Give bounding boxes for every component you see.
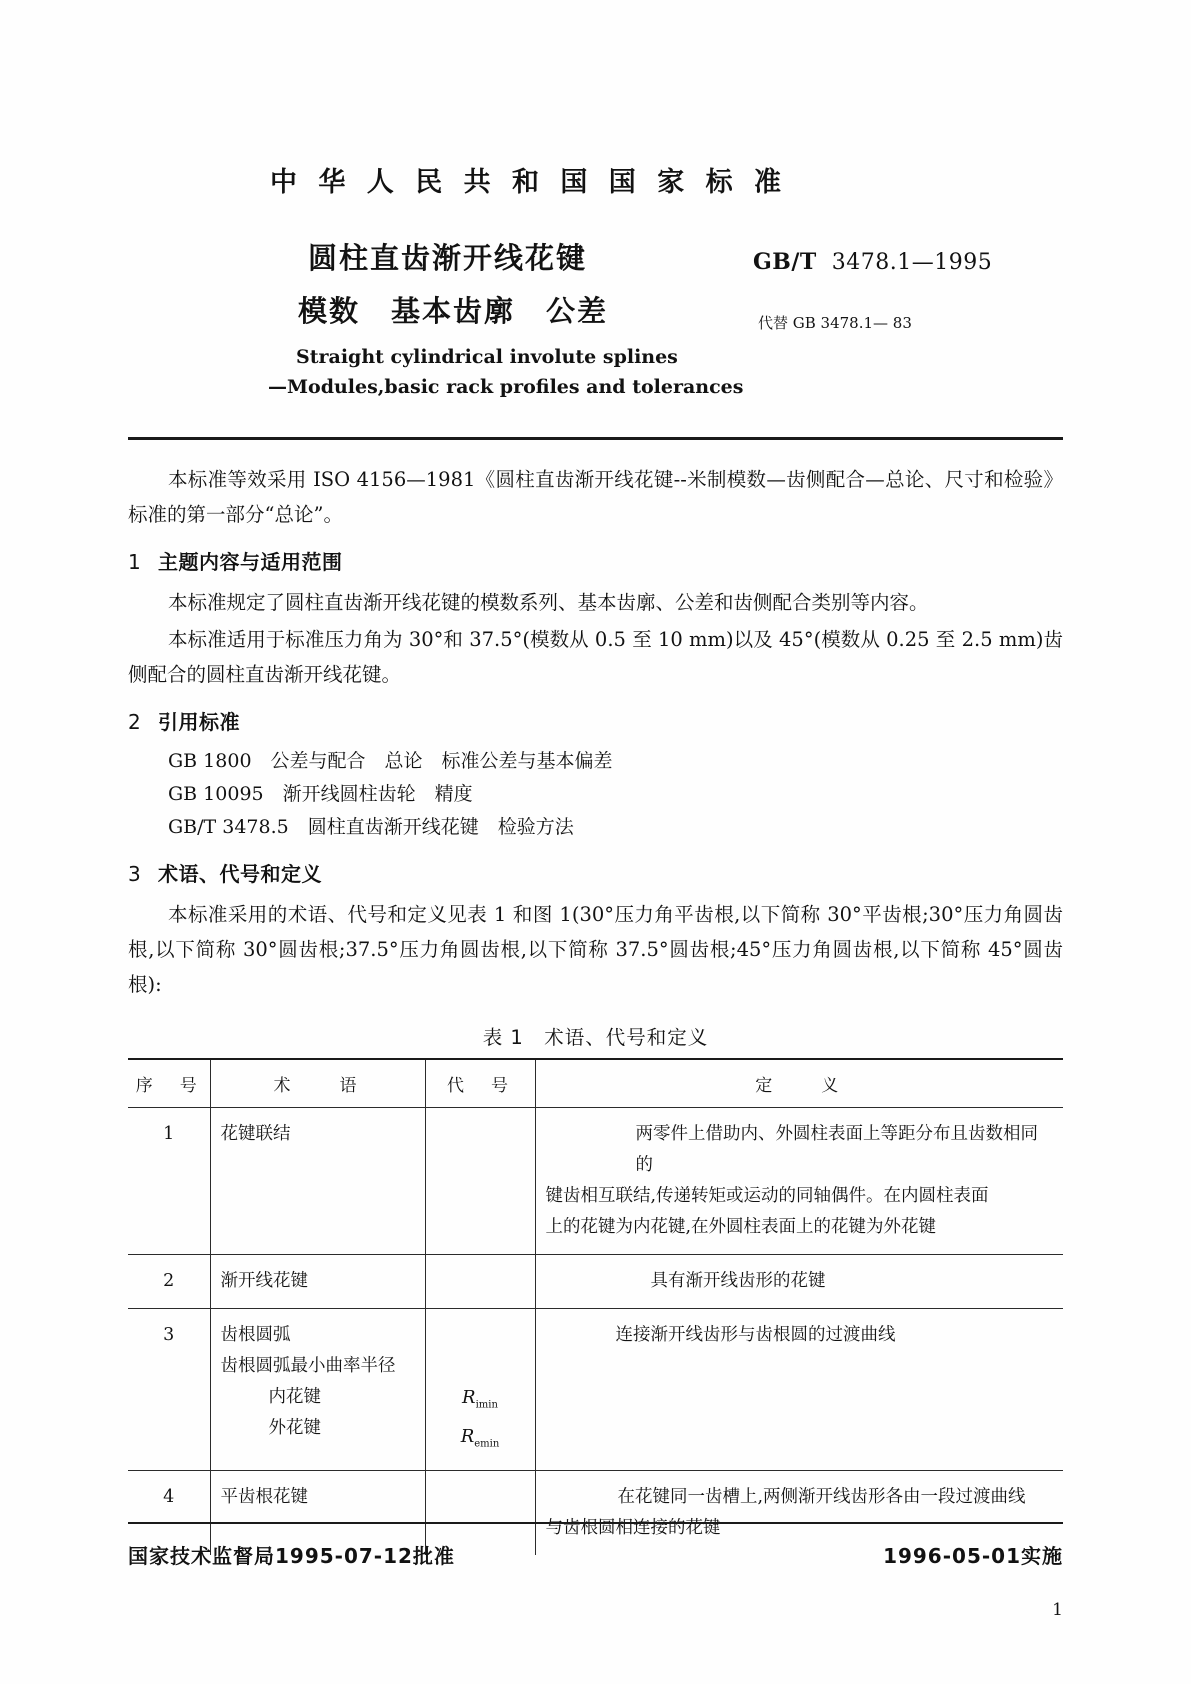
definition-line: 连接渐开线齿形与齿根圆的过渡曲线 (615, 1325, 896, 1345)
cell-definition (535, 1108, 1063, 1255)
section-title-3: 术语、代号和定义 (158, 862, 322, 886)
reference-standard-item: GB/T 3478.5 圆柱直齿渐开线花键 检验方法 (168, 816, 574, 838)
col-header-seq: 序 号 (128, 1059, 210, 1108)
document-title-english-line1: Straight cylindrical involute splines (296, 346, 678, 368)
section-title-1: 主题内容与适用范围 (158, 550, 343, 574)
title-block (128, 236, 1063, 406)
definition-line: 键齿相互联结,传递转矩或运动的同轴偶件。在内圆柱表面 (545, 1186, 989, 1206)
cell-symbol (425, 1309, 535, 1471)
col-header-definition: 定 义 (535, 1059, 1063, 1108)
footer-implementation: 1996-05-01实施 (883, 1544, 1063, 1568)
cell-definition (535, 1309, 1063, 1471)
page-number: 1 (1052, 1600, 1063, 1620)
term-line: 内花键 (268, 1387, 321, 1407)
section-1-paragraph-2: 本标准适用于标准压力角为 30°和 37.5°(模数从 0.5 至 10 mm)以及 45°(模数从 0.25 至 2.5 mm)齿侧配合的圆柱直齿渐开线花键。 (128, 628, 1063, 686)
cell-term (210, 1255, 425, 1309)
document-body (128, 462, 1063, 1555)
table-1 (128, 1058, 1063, 1555)
table-1-caption: 表 1 术语、代号和定义 (482, 1026, 709, 1049)
document-title-line2: 模数 基本齿廓 公差 (298, 294, 609, 328)
reference-standard-item: GB 10095 渐开线圆柱齿轮 精度 (168, 783, 473, 805)
footer-approval: 国家技术监督局1995-07-12批准 (128, 1544, 455, 1568)
cell-seq: 3 (128, 1309, 210, 1471)
definition-line: 在花键同一齿槽上,两侧渐开线齿形各由一段过渡曲线 (617, 1487, 1026, 1508)
cell-seq: 1 (128, 1108, 210, 1255)
term-line: 花键联结 (220, 1124, 291, 1144)
section-heading-2 (128, 706, 1063, 735)
section-number-1: 1 (128, 550, 142, 574)
header-divider (128, 437, 1063, 440)
standard-number (753, 249, 992, 275)
term-line: 齿根圆弧最小曲率半径 (220, 1356, 396, 1376)
footer-divider (128, 1522, 1063, 1524)
section-1-paragraph-1: 本标准规定了圆柱直齿渐开线花键的模数系列、基本齿廓、公差和齿侧配合类别等内容。 (168, 591, 929, 614)
term-line: 外花键 (268, 1418, 321, 1438)
term-line: 渐开线花键 (220, 1271, 308, 1291)
term-line: 平齿根花键 (220, 1487, 308, 1508)
section-title-2: 引用标准 (158, 710, 240, 734)
definition-line: 上的花键为内花键,在外圆柱表面上的花键为外花键 (545, 1217, 937, 1237)
cell-term (210, 1309, 425, 1471)
document-title-english-line2: —Modules,basic rack profiles and tolerances (268, 376, 744, 398)
section-heading-1 (128, 546, 1063, 575)
table-1-head (128, 1059, 1063, 1108)
cell-term (210, 1108, 425, 1255)
section-heading-3 (128, 858, 1063, 887)
definition-line: 两零件上借助内、外圆柱表面上等距分布且齿数相同的 (635, 1124, 1038, 1175)
definition-line: 与齿根圆相连接的花键 (545, 1518, 721, 1539)
table-header-row (128, 1059, 1063, 1108)
cell-symbol (425, 1255, 535, 1309)
cell-definition (535, 1255, 1063, 1309)
document-title-line1: 圆柱直齿渐开线花键 (308, 241, 588, 275)
table-row (128, 1309, 1063, 1471)
national-standard-header: 中 华 人 民 共 和 国 国 家 标 准 (270, 167, 787, 198)
table-row (128, 1108, 1063, 1255)
col-header-term: 术 语 (210, 1059, 425, 1108)
section-3-paragraph-1: 本标准采用的术语、代号和定义见表 1 和图 1(30°压力角平齿根,以下简称 30°平齿根;30°压力角圆齿根,以下简称 30°圆齿根;37.5°压力角圆齿根,以下简称 37.5°圆齿根;45°压力角圆齿根,以下简称 45°圆齿根): (128, 903, 1063, 996)
col-header-symbol: 代 号 (425, 1059, 535, 1108)
term-line: 齿根圆弧 (220, 1325, 291, 1345)
table-row (128, 1255, 1063, 1309)
symbol-r-e-min: $R_{emin}$ (460, 1425, 500, 1450)
cell-symbol (425, 1108, 535, 1255)
intro-paragraph: 本标准等效采用 ISO 4156—1981《圆柱直齿渐开线花键--米制模数—齿侧配合—总论、尺寸和检验》标准的第一部分“总论”。 (128, 468, 1063, 526)
section-number-3: 3 (128, 862, 142, 886)
symbol-r-i-min: $R_{imin}$ (462, 1387, 498, 1411)
document-footer (128, 1540, 1063, 1569)
table-1-body (128, 1108, 1063, 1556)
section-number-2: 2 (128, 710, 142, 734)
standard-number-value: 3478.1—1995 (831, 250, 993, 275)
standard-replaces: 代替 GB 3478.1— 83 (758, 314, 912, 332)
definition-line: 具有渐开线齿形的花键 (650, 1271, 826, 1291)
cell-seq: 4 (163, 1487, 175, 1508)
cell-seq: 2 (128, 1255, 210, 1309)
reference-standard-item: GB 1800 公差与配合 总论 标准公差与基本偏差 (168, 750, 613, 772)
standard-number-prefix: GB/T (753, 249, 817, 275)
